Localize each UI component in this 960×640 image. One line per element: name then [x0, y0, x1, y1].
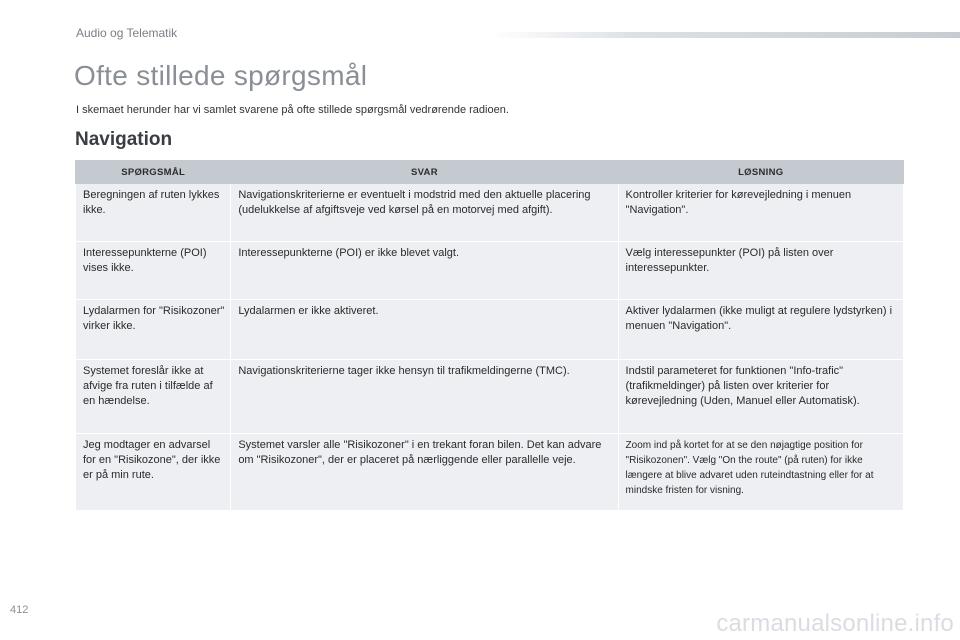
answer-cell: Lydalarmen er ikke aktiveret. — [231, 300, 618, 360]
solution-cell: Indstil parameteret for funktionen "Info-trafic" (trafikmeldinger) på listen over kriterier for kørevejledning (Uden, Manuel eller Automatisk). — [618, 360, 903, 434]
table-row — [76, 434, 904, 511]
column-header-question: SPØRGSMÅL — [76, 161, 231, 184]
answer-cell: Systemet varsler alle "Risikozoner" i en trekant foran bilen. Det kan advare om "Risikozoner", der er placeret på nærliggende eller parallelle veje. — [231, 434, 618, 511]
question-cell: Beregningen af ruten lykkes ikke. — [76, 184, 231, 242]
solution-cell: Zoom ind på kortet for at se den nøjagtige position for "Risikozonen". Vælg "On the route" (på ruten) for ikke længere at blive advaret uden ruteindtastning eller for at mindske fristen for visning. — [618, 434, 903, 511]
question-cell: Lydalarmen for "Risikozoner" virker ikke. — [76, 300, 231, 360]
question-cell: Interessepunkterne (POI) vises ikke. — [76, 242, 231, 300]
page-title: Ofte stillede spørgsmål — [74, 60, 368, 91]
column-header-solution: LØSNING — [618, 161, 903, 184]
solution-cell: Kontroller kriterier for kørevejledning i menuen "Navigation". — [618, 184, 903, 242]
table-row — [76, 300, 904, 360]
question-cell: Jeg modtager en advarsel for en "Risikozone", der ikke er på min rute. — [76, 434, 231, 511]
header-decorative-bar — [490, 32, 960, 38]
intro-text: I skemaet herunder har vi samlet svarene på ofte stillede spørgsmål vedrørende radioen. — [76, 104, 509, 116]
watermark: carmanualsonline.info — [716, 610, 954, 637]
table-row — [76, 360, 904, 434]
question-cell: Systemet foreslår ikke at afvige fra ruten i tilfælde af en hændelse. — [76, 360, 231, 434]
page-number: 412 — [10, 604, 29, 616]
table-header-row — [76, 161, 904, 184]
faq-table — [75, 160, 904, 511]
table-row — [76, 184, 904, 242]
column-header-answer: SVAR — [231, 161, 618, 184]
solution-cell: Vælg interessepunkter (POI) på listen over interessepunkter. — [618, 242, 903, 300]
answer-cell: Navigationskriterierne tager ikke hensyn til trafikmeldingerne (TMC). — [231, 360, 618, 434]
answer-cell: Interessepunkterne (POI) er ikke blevet valgt. — [231, 242, 618, 300]
chapter-label: Audio og Telematik — [76, 26, 178, 40]
answer-cell: Navigationskriterierne er eventuelt i modstrid med den aktuelle placering (udelukkelse af afgiftsveje ved kørsel på en motorvej med afgift). — [231, 184, 618, 242]
solution-cell: Aktiver lydalarmen (ikke muligt at regulere lydstyrken) i menuen "Navigation". — [618, 300, 903, 360]
section-title-navigation: Navigation — [75, 129, 173, 150]
table-row — [76, 242, 904, 300]
